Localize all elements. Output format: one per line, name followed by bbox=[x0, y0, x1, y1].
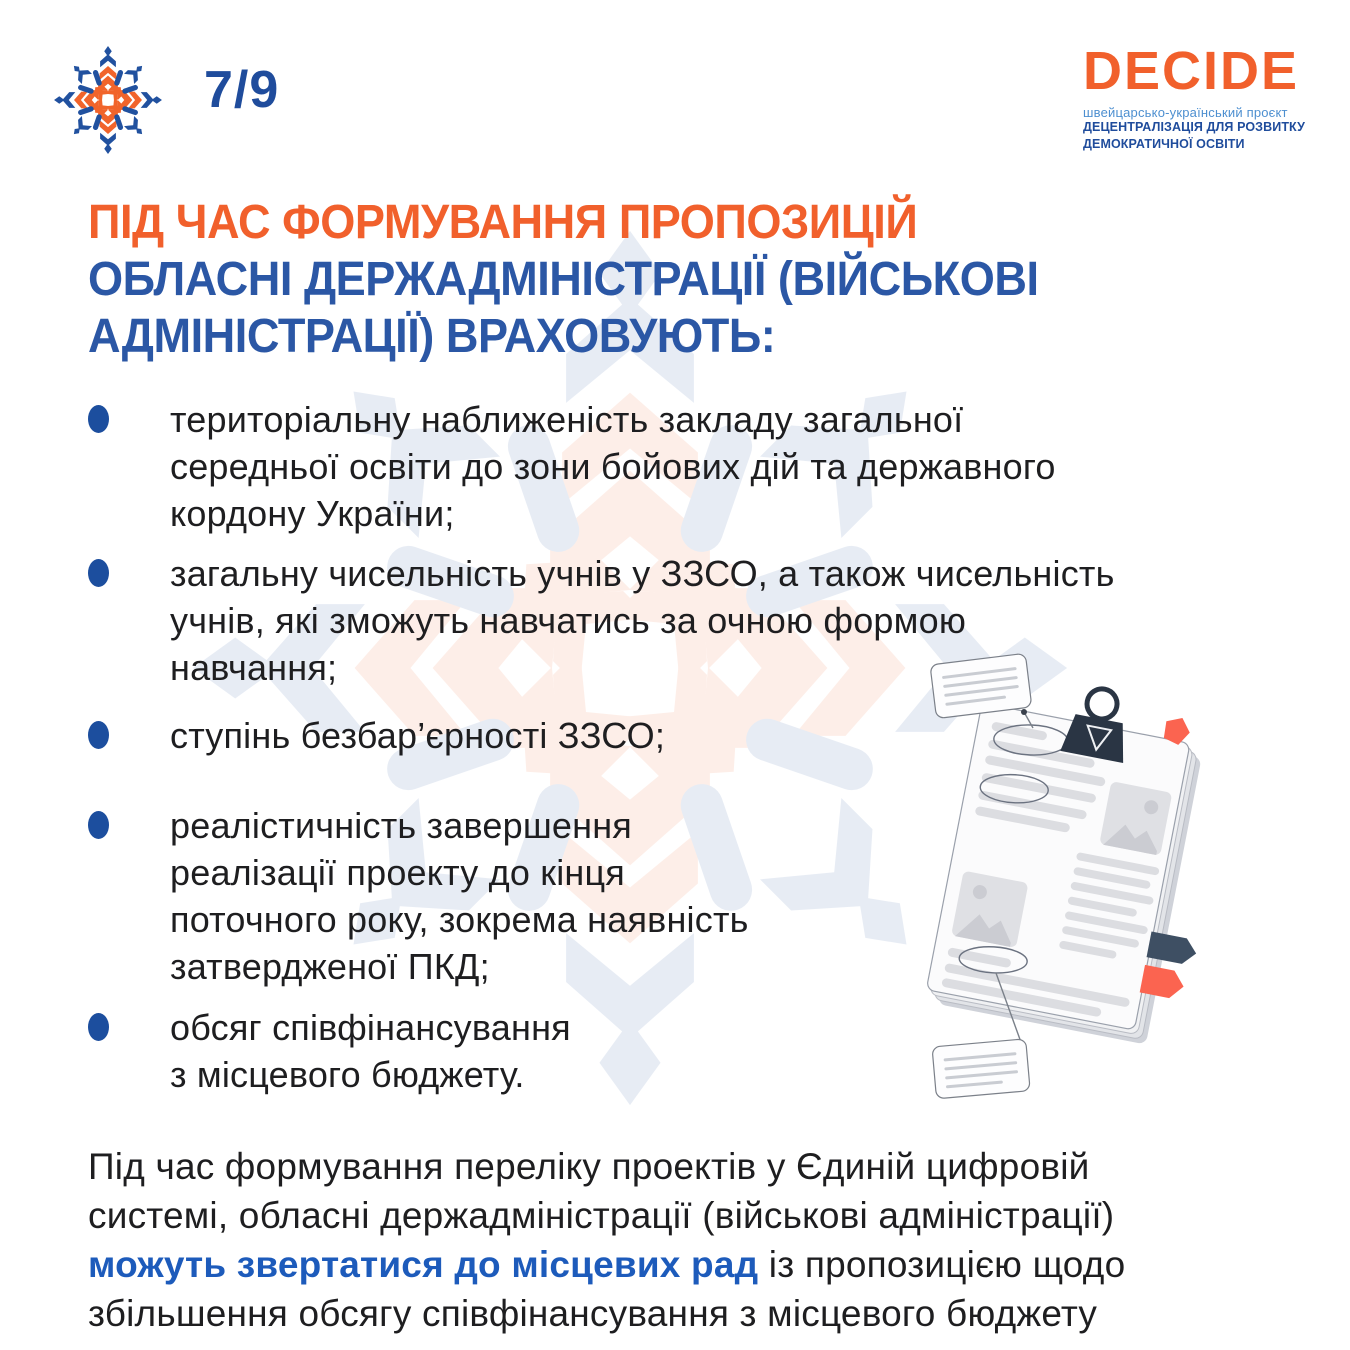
bullet-text-line: навчання; bbox=[170, 647, 338, 688]
bullet-text-line: середньої освіти до зони бойових дій та державного bbox=[170, 446, 1056, 487]
bullet-text-line: з місцевого бюджету. bbox=[170, 1054, 525, 1095]
bullet-text-line: кордону України; bbox=[170, 493, 455, 534]
paper-stack bbox=[924, 667, 1242, 1051]
brand-tagline: швейцарсько-український проєкт bbox=[1083, 105, 1288, 120]
list-item bbox=[88, 802, 749, 990]
title-line-2: ОБЛАСНІ ДЕРЖАДМІНІСТРАЦІЇ (ВІЙСЬКОВІ bbox=[88, 253, 1039, 306]
bullet-text-line: обсяг співфінансування bbox=[170, 1007, 571, 1048]
bullet-text-line: учнів, які зможуть навчатись за очною формою bbox=[170, 600, 967, 641]
bullet-text-line: реалізації проекту до кінця bbox=[170, 852, 625, 893]
callout-note bbox=[932, 1039, 1030, 1099]
footer-paragraph bbox=[88, 1142, 1125, 1338]
brand-subtitle-line1: ДЕЦЕНТРАЛІЗАЦІЯ ДЛЯ РОЗВИТКУ bbox=[1083, 120, 1305, 134]
callout-note bbox=[930, 653, 1032, 718]
slide-number: 7/9 bbox=[204, 61, 280, 119]
decide-snowflake-logo bbox=[50, 42, 166, 158]
page-title bbox=[88, 194, 1099, 365]
decide-wordmark: DECIDE bbox=[1083, 41, 1300, 101]
documents-illustration bbox=[912, 645, 1257, 1120]
bullet-dot-icon bbox=[88, 559, 109, 587]
bullet-dot-icon bbox=[88, 405, 109, 433]
connector-dot bbox=[1021, 709, 1027, 715]
list-item bbox=[88, 1004, 571, 1098]
bullet-text-line: поточного року, зокрема наявність bbox=[170, 899, 749, 940]
brand-subtitle-line2: ДЕМОКРАТИЧНОЇ ОСВІТИ bbox=[1083, 137, 1245, 151]
list-item bbox=[88, 396, 1056, 537]
bullet-text-line: загальну чисельність учнів у ЗЗСО, а також чисельність bbox=[170, 553, 1115, 594]
footer-line-3-rest: із пропозицією щодо bbox=[758, 1244, 1126, 1285]
decide-logo-block bbox=[1083, 41, 1333, 153]
bullet-text-line: ступінь безбар’єрності ЗЗСО; bbox=[170, 715, 666, 756]
bullet-dot-icon bbox=[88, 721, 109, 749]
image-placeholder bbox=[1099, 781, 1172, 856]
bullet-text-line: територіальну наближеність закладу загальної bbox=[170, 399, 964, 440]
title-line-1: ПІД ЧАС ФОРМУВАННЯ ПРОПОЗИЦІЙ bbox=[88, 196, 918, 249]
bullet-text-line: затвердженої ПКД; bbox=[170, 946, 490, 987]
bullet-dot-icon bbox=[88, 1013, 109, 1041]
footer-line-2: системі, обласні держадміністрації (військові адміністрації) bbox=[88, 1195, 1115, 1236]
title-line-3: АДМІНІСТРАЦІЇ) ВРАХОВУЮТЬ: bbox=[88, 310, 776, 363]
list-item bbox=[88, 712, 665, 759]
footer-line-1: Під час формування переліку проектів у Єдиній цифровій bbox=[88, 1146, 1090, 1187]
bullet-text-line: реалістичність завершення bbox=[170, 805, 632, 846]
bullet-dot-icon bbox=[88, 811, 109, 839]
image-placeholder bbox=[951, 871, 1028, 948]
footer-bold-blue-text: можуть звертатися до місцевих рад bbox=[88, 1244, 759, 1285]
footer-line-4: збільшення обсягу співфінансування з місцевого бюджету bbox=[88, 1293, 1098, 1334]
